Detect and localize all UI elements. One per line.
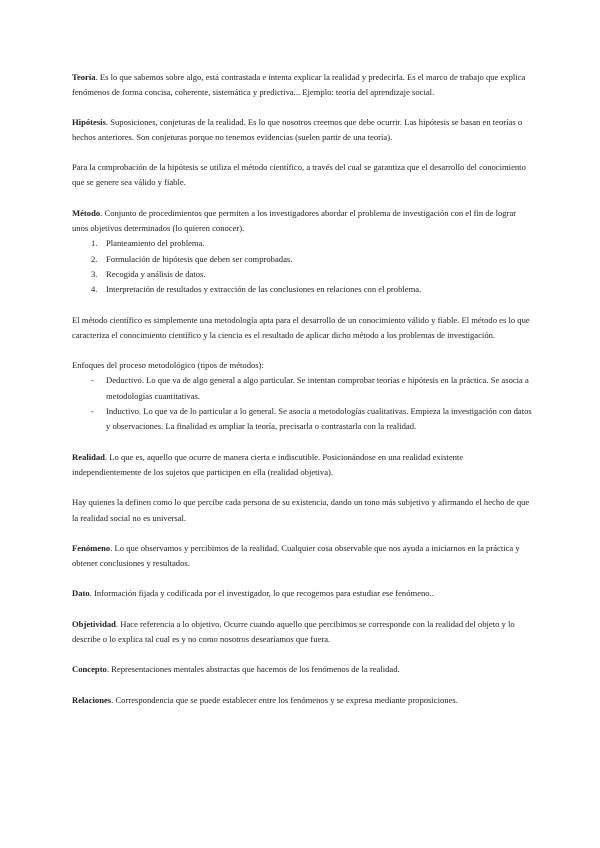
paragraph-enfoques-intro: Enfoques del proceso metodológico (tipos de métodos):: [72, 360, 264, 371]
list-number: 1.: [91, 238, 98, 249]
term-hipotesis: Hipótesis: [72, 116, 106, 127]
paragraph-metodo-cientifico: El método científico es simplemente una metodología apta para el desarrollo de un conocimiento válido y fiable. El método es lo que caracteriza el conocimiento científico y la ciencia es el resultado de aplicar dicho método a los problemas de investigación.: [72, 314, 530, 340]
dash-bullet: -: [91, 375, 94, 386]
definition-metodo: . Conjunto de procedimientos que permiten a los investigadores abordar el problema de investigación con el fin de lograr unos objetivos determinados (lo quieren conocer).: [72, 207, 517, 234]
list-item: [72, 252, 532, 267]
paragraph-dato: [72, 586, 532, 601]
paragraph-relaciones: [72, 693, 532, 708]
paragraph-metodo: [72, 206, 532, 237]
paragraph-hipotesis: [72, 115, 532, 146]
dash-bullet: -: [91, 406, 94, 417]
document-page: [72, 70, 532, 708]
term-fenomeno: Fenómeno: [72, 542, 111, 553]
list-item-text: Planteamiento del problema.: [106, 238, 205, 249]
list-item: [72, 267, 532, 282]
list-item: [72, 282, 532, 297]
list-number: 2.: [91, 253, 98, 264]
list-number: 3.: [91, 268, 98, 279]
term-concepto: Concepto: [72, 664, 107, 675]
list-number: 4.: [91, 284, 98, 295]
paragraph-teoria: [72, 70, 532, 101]
list-item-text: Recogida y análisis de datos.: [106, 268, 206, 279]
term-metodo: Método: [72, 207, 101, 218]
list-item: [72, 404, 532, 435]
definition-concepto: . Representaciones mentales abstractas que hacemos de los fenómenos de la realidad.: [106, 664, 400, 675]
paragraph-concepto: [72, 662, 532, 677]
term-teoria: Teoría: [72, 72, 96, 82]
definition-realidad: . Lo que es, aquello que ocurre de manera cierta e indiscutible. Posicionándose en una realidad existente independientemente de los sujetos que participen en ella (realidad objetiva).: [72, 451, 464, 477]
paragraph-comprobacion: Para la comprobación de la hipótesis se utiliza el método científico, a través del cual se garantiza que el desarrollo del conocimiento que se genere sea válido y fiable.: [72, 162, 526, 188]
term-realidad: Realidad: [72, 451, 105, 462]
list-item: [72, 373, 532, 404]
paragraph-objetividad: [72, 617, 532, 648]
definition-teoria: . Es lo que sabemos sobre algo, está contrastada e intenta explicar la realidad y predecirla. Es el marco de trabajo que explica fenómenos de forma concisa, coherente, sistemática y predictiva... Ejemplo: teoría del aprendizaje social.: [72, 72, 526, 98]
definition-fenomeno: . Lo que observamos y percibimos de la realidad. Cualquier cosa observable que nos ayuda a iniciarnos en la práctica y obtener conclusiones y resultados.: [72, 542, 520, 569]
list-item-text: Formulación de hipótesis que deben ser comprobadas.: [106, 253, 293, 264]
definition-relaciones: . Correspondencia que se puede establecer entre los fenómenos y se expresa mediante proposiciones.: [111, 694, 458, 705]
paragraph-fenomeno: [72, 541, 532, 572]
list-item-text: Interpretación de resultados y extracción de las conclusiones en relaciones con el problema.: [106, 284, 422, 295]
paragraph-realidad: [72, 450, 532, 481]
term-relaciones: Relaciones: [72, 694, 112, 705]
list-item: [72, 236, 532, 251]
paragraph-realidad-social: Hay quienes la definen como lo que percibe cada persona de su existencia, dando un tono más subjetivo y afirmando el hecho de que la realidad social no es universal.: [72, 497, 530, 523]
definition-dato: . Información fijada y codificada por el investigador, lo que recogemos para estudiar ese fenómeno..: [89, 588, 434, 599]
definition-hipotesis: . Suposiciones, conjeturas de la realidad. Es lo que nosotros creemos que debe ocurrir. Las hipótesis se basan en teorías o hechos anteriores. Son conjeturas porque no tenemos evidencias (suelen partir de una teoría).: [72, 116, 523, 142]
enfoques-list: [72, 373, 532, 434]
term-dato: Dato: [72, 588, 90, 599]
list-item-text: Deductivo. Lo que va de algo general a algo particular. Se intentan comprobar teorías e hipótesis en la práctica. Se asocia a metodologías cuantitativas.: [106, 375, 529, 401]
method-steps-list: [72, 236, 532, 297]
definition-objetividad: . Hace referencia a lo objetivo. Ocurre cuando aquello que percibimos se corresponde con la realidad del objeto y lo describe o lo explica tal cual es y no como nosotros desearíamos que fuera.: [72, 618, 515, 645]
term-objetividad: Objetividad: [72, 618, 116, 629]
list-item-text: Inductivo. Lo que va de lo particular a lo general. Se asocia a metodologías cualitativas. Empieza la investigación con datos y observaciones. La finalidad es ampliar la teoría, precisarla o contrastarla con la realidad.: [106, 406, 532, 432]
